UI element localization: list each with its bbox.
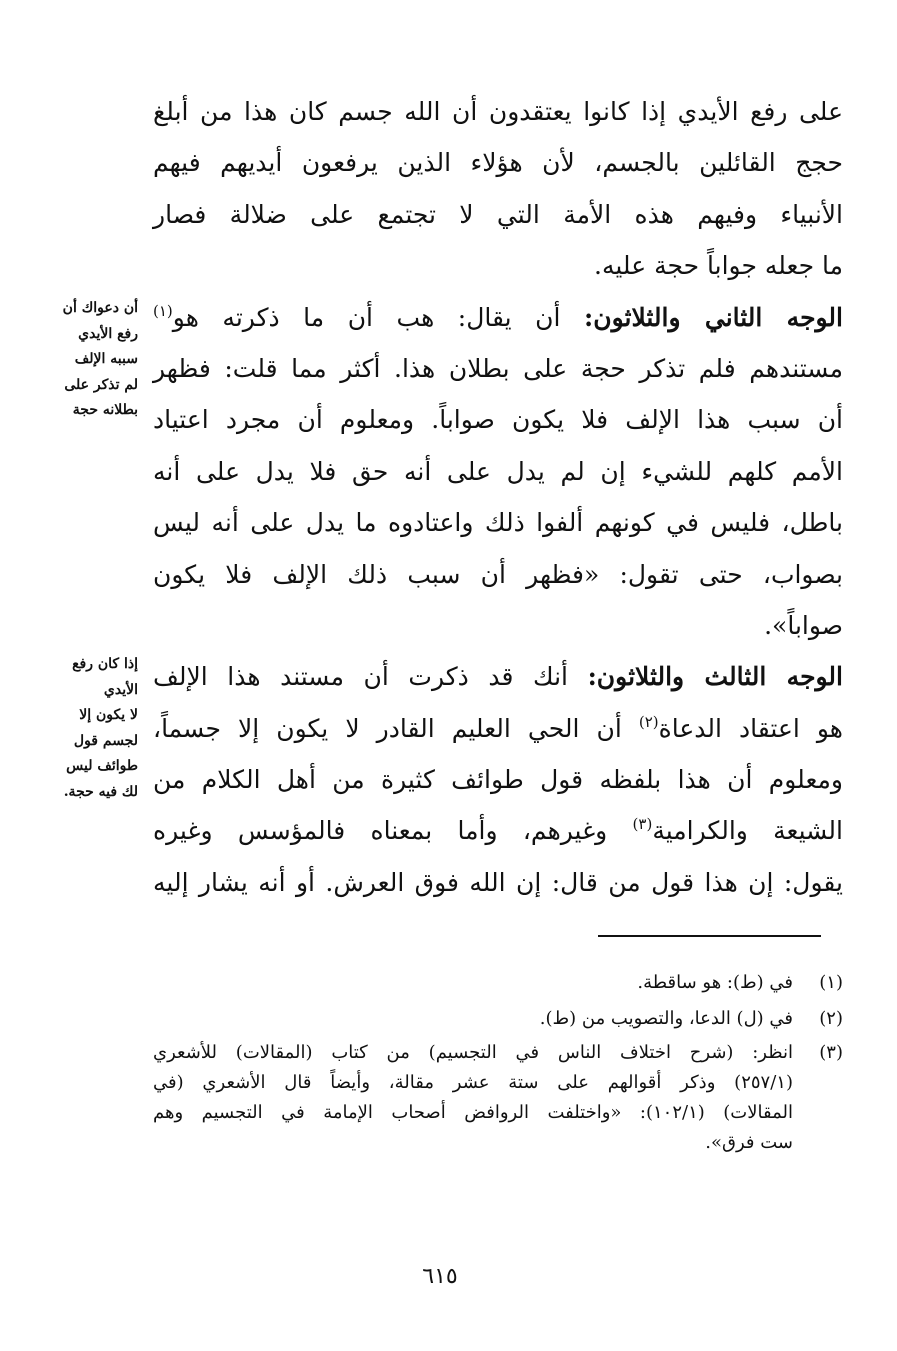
text-run: بصواب، حتى تقول: «فظهر أن سبب ذلك الإلف فلا يكون xyxy=(153,559,843,589)
text-run: حجج القائلين بالجسم، لأن هؤلاء الذين يرفعون أيديهم فيهم xyxy=(153,148,843,178)
footnote-ref: (١) xyxy=(153,301,173,320)
footnote-line: (٢٥٧/١) وذكر أقوالهم على ستة عشر مقالة، وأيضاً قال الأشعري (في xyxy=(153,1072,793,1093)
text-line xyxy=(153,754,843,805)
text-line xyxy=(153,292,843,343)
text-run: يقول: إن هذا قول من قال: إن الله فوق العرش. أو أنه يشار إليه xyxy=(153,867,843,897)
footnote-line: انظر: (شرح اختلاف الناس في التجسيم) من كتاب (المقالات) للأشعري xyxy=(153,1042,793,1063)
section-heading: الوجه الثاني والثلاثون: xyxy=(584,302,844,332)
margin-note-line: أن دعواك أن xyxy=(62,300,138,316)
page-number: ٦١٥ xyxy=(422,1264,458,1289)
margin-note-1 xyxy=(46,296,138,424)
footnote-text xyxy=(153,968,793,998)
text-run: الأمم كلهم للشيء إن لم يدل على أنه حق فلا يدل على أنه xyxy=(153,456,843,486)
text-line xyxy=(153,549,843,600)
text-run: ومعلوم أن هذا بلفظه قول طوائف كثيرة من أهل الكلام من xyxy=(153,765,843,795)
text-line xyxy=(153,189,843,240)
text-run: أن الحي العليم القادر لا يكون إلا جسماً، xyxy=(153,713,639,743)
text-run: الأنبياء وفيهم هذه الأمة التي لا تجتمع على ضلالة فصار xyxy=(153,199,843,229)
footnote-number: (٢) xyxy=(819,1008,843,1029)
text-run: باطل، فليس في كونهم ألفوا ذلك واعتادوه ما يدل على أنه ليس xyxy=(153,508,843,538)
section-heading: الوجه الثالث والثلاثون: xyxy=(587,662,843,692)
text-line xyxy=(153,86,843,137)
footnote-line: المقالات) (١٠٢/١): «واختلفت الروافض أصحاب الإمامة في التجسيم وهم xyxy=(153,1102,793,1123)
footnotes xyxy=(153,968,843,1158)
text-run: أنك قد ذكرت أن مستند هذا الإلف xyxy=(153,662,588,692)
footnote-text xyxy=(153,1038,793,1158)
footnote xyxy=(153,1004,843,1034)
footnote-number: (١) xyxy=(819,972,843,993)
text-run: وغيرهم، وأما بمعناه فالمؤسس وغيره xyxy=(153,816,633,846)
margin-note-line: بطلانه حجة xyxy=(72,402,138,418)
margin-note-line: لم تذكر على xyxy=(64,376,138,393)
text-run: صواباً». xyxy=(764,610,843,640)
margin-note-line: الأيدي xyxy=(103,681,138,698)
footnote-number: (٣) xyxy=(819,1042,843,1063)
text-run: أن يقال: هب أن ما ذكرته هو xyxy=(172,302,584,332)
margin-note-2 xyxy=(46,652,138,805)
footnote-line: في (ل) الدعا، والتصويب من (ط). xyxy=(539,1008,793,1029)
text-line xyxy=(153,600,843,651)
text-run: أن سبب هذا الإلف فلا يكون صواباً. ومعلوم أن مجرد اعتياد xyxy=(153,405,843,435)
footnote-text xyxy=(153,1004,793,1034)
text-run: على رفع الأيدي إذا كانوا يعتقدون أن الله جسم كان هذا من أبلغ xyxy=(153,97,843,126)
margin-note-line: سببه الإلف xyxy=(74,351,138,367)
text-line xyxy=(153,394,843,445)
text-line xyxy=(153,446,843,497)
text-line xyxy=(153,343,843,394)
text-line xyxy=(153,857,843,908)
text-line xyxy=(153,497,843,548)
text-run: ما جعله جواباً حجة عليه. xyxy=(594,251,843,281)
text-line xyxy=(153,137,843,188)
margin-note-line: لك فيه حجة. xyxy=(63,783,138,800)
text-line xyxy=(153,240,843,291)
text-run: هو اعتقاد الدعاة xyxy=(658,713,843,743)
footnote-ref: (٣) xyxy=(632,815,653,834)
margin-note-line: طوائف ليس xyxy=(66,758,138,774)
margin-note-line: لجسم قول xyxy=(73,732,138,749)
footnote xyxy=(153,1038,843,1158)
footnote-line: ست فرق». xyxy=(705,1132,793,1153)
main-text xyxy=(153,86,843,908)
margin-note-line: رفع الأيدي xyxy=(78,325,138,342)
margin-note-line: لا يكون إلا xyxy=(79,707,138,723)
text-line xyxy=(153,703,843,754)
footnote-ref: (٢) xyxy=(638,712,659,731)
footnote xyxy=(153,968,843,998)
text-run: الشيعة والكرامية xyxy=(652,816,843,846)
footnote-separator xyxy=(598,935,821,937)
text-run: مستندهم فلم تذكر حجة على بطلان هذا. أكثر مما قلت: فظهر xyxy=(153,353,843,383)
text-line xyxy=(153,651,843,702)
footnote-line: في (ط): هو ساقطة. xyxy=(637,972,793,993)
text-line xyxy=(153,805,843,856)
margin-note-line: إذا كان رفع xyxy=(72,656,138,672)
